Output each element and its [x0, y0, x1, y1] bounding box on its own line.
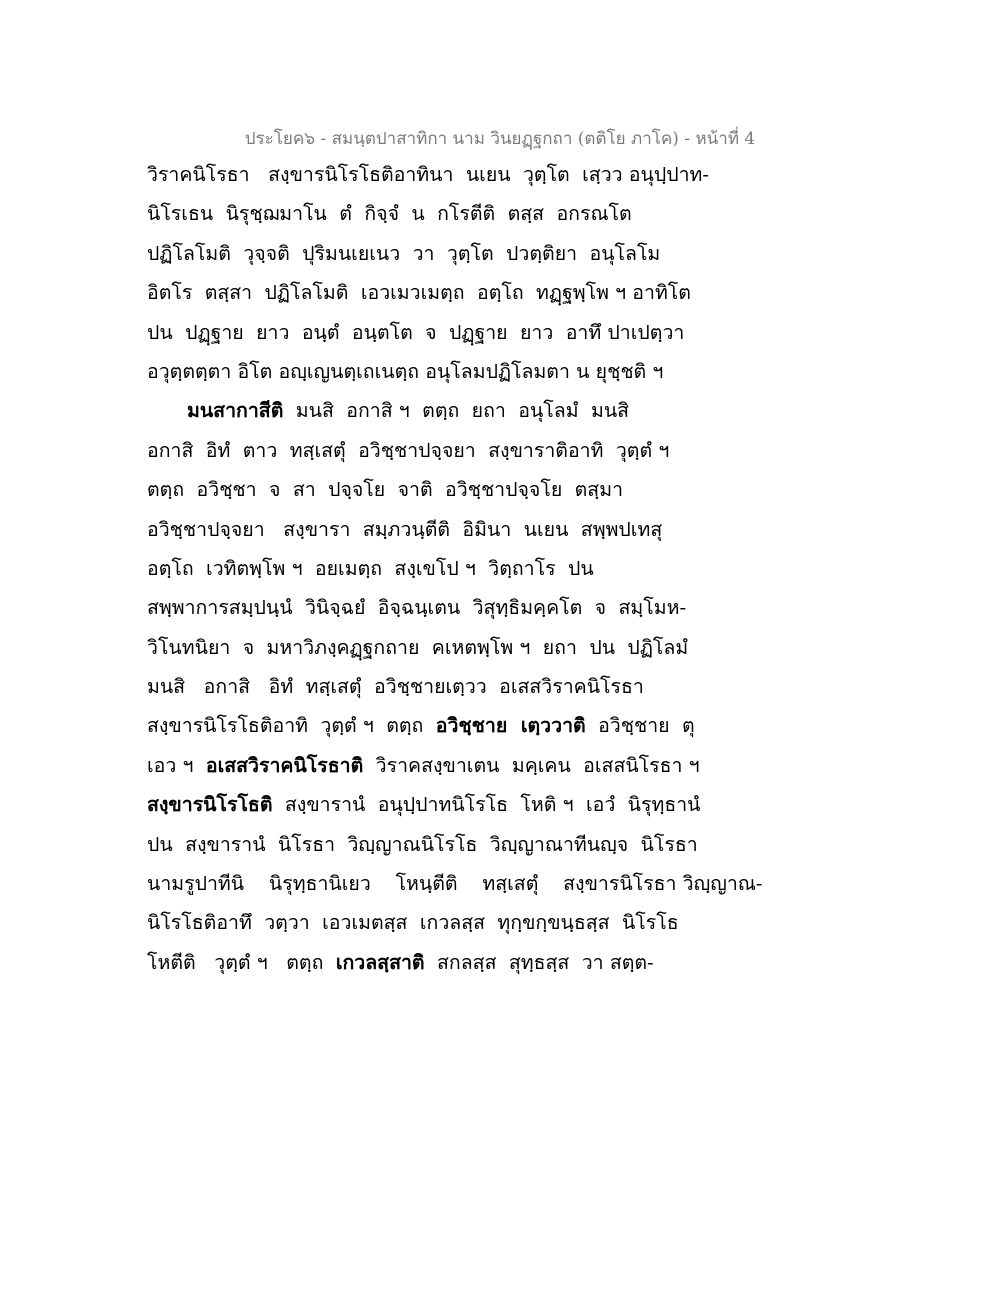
- text-segment: มนสิ อกาสิ ฯ ตตฺถ ยถา อนุโลมํ มนสิ: [283, 399, 630, 423]
- text-line: [147, 431, 867, 470]
- text-line: [147, 391, 867, 430]
- text-line: [147, 667, 867, 706]
- text-segment: นิโรโธติอาทึ วตฺวา เอวเมตสฺส เกวลสฺส ทุกฺขกฺขนฺธสฺส นิโรโธ: [147, 911, 679, 935]
- text-segment: อกาสิ อิทํ ตาว ทสฺเสตุํ อวิชฺชาปจฺจยา สงฺขาราติอาทิ วุตฺตํ ฯ: [147, 438, 670, 462]
- text-line: [147, 943, 867, 982]
- text-line: [147, 155, 867, 194]
- text-segment: สงฺขารานํ อนุปฺปาทนิโรโธ โหติ ฯ เอวํ นิรุทฺธานํ: [272, 793, 701, 817]
- text-segment: นิโรเธน นิรุชฺฌมาโน ตํ กิจฺจํ น กโรตีติ ตสฺส อกรณโต: [147, 202, 632, 226]
- text-segment: อิตโร ตสฺสา ปฏิโลโมติ เอวเมวเมตฺถ อตฺโถ ทฏฺฐพฺโพ ฯ อาทิโต: [147, 281, 691, 305]
- text-line: [147, 785, 867, 824]
- text-line: [147, 352, 867, 391]
- text-line: [147, 706, 867, 745]
- page-header: ประโยค๖ - สมนฺตปาสาทิกา นาม วินยฏฺฐกถา (ตติโย ภาโค) - หน้าที่ 4: [244, 129, 756, 149]
- body-text: [147, 155, 867, 982]
- text-segment: อวิชฺชาย ตุ: [585, 714, 695, 738]
- text-line: [147, 470, 867, 509]
- bold-term: อวิชฺชาย เตฺววาติ: [435, 714, 586, 738]
- text-segment: มนสิ อกาสิ อิทํ ทสฺเสตุํ อวิชฺชายเตฺวว อเสสวิราคนิโรธา: [147, 675, 644, 699]
- bold-term: อเสสวิราคนิโรธาติ: [205, 753, 364, 777]
- bold-term: มนสากาสีติ: [187, 399, 284, 423]
- text-segment: สงฺขารนิโรโธติอาทิ วุตฺตํ ฯ ตตฺถ: [147, 714, 436, 738]
- bold-term: เกวลสฺสาติ: [335, 950, 425, 974]
- text-segment: อวุตฺตตฺตา อิโต อญฺเญนตฺเถเนตฺถ อนุโลมปฏิโลมตา น ยุชฺชติ ฯ: [147, 359, 664, 383]
- text-segment: โหตีติ วุตฺตํ ฯ ตตฺถ: [147, 950, 336, 974]
- text-line: [147, 273, 867, 312]
- text-segment: ตตฺถ อวิชฺชา จ สา ปจฺจโย จาติ อวิชฺชาปจฺจโย ตสฺมา: [147, 478, 624, 502]
- text-segment: ปน ปฏฺฐาย ยาว อนฺตํ อนฺตโต จ ปฏฺฐาย ยาว อาทึ ปาเปตฺวา: [147, 320, 685, 344]
- text-segment: สพฺพาการสมฺปนฺนํ วินิจฺฉยํ อิจฺฉนฺเตน วิสุทฺธิมคฺคโต จ สมฺโมห-: [147, 596, 687, 620]
- text-line: [147, 549, 867, 588]
- text-line: [147, 864, 867, 903]
- text-segment: อวิชฺชาปจฺจยา สงฺขารา สมฺภวนฺตีติ อิมินา นเยน สพฺพปเทสุ: [147, 517, 663, 541]
- text-segment: เอว ฯ: [147, 753, 206, 777]
- text-segment: นามรูปาทีนิ นิรุทฺธานิเยว โหนฺตีติ ทสฺเสตุํ สงฺขารนิโรธา วิญฺญาณ-: [147, 872, 763, 896]
- text-line: [147, 588, 867, 627]
- text-line: [147, 510, 867, 549]
- text-segment: วิราคนิโรธา สงฺขารนิโรโธติอาทินา นเยน วุตฺโต เสฺวว อนุปฺปาท-: [147, 163, 709, 186]
- text-segment: วิโนทนิยา จ มหาวิภงฺคฏฺฐกถาย คเหตพฺโพ ฯ ยถา ปน ปฏิโลมํ: [147, 635, 689, 659]
- text-segment: สกลสฺส สุทฺธสฺส วา สตฺต-: [424, 950, 654, 974]
- text-line: [147, 903, 867, 942]
- text-segment: อตฺโถ เวทิตพฺโพ ฯ อยเมตฺถ สงฺเขโป ฯ วิตฺถาโร ปน: [147, 556, 594, 580]
- text-line: [147, 628, 867, 667]
- text-line: [147, 825, 867, 864]
- text-line: [147, 746, 867, 785]
- text-line: [147, 194, 867, 233]
- bold-term: สงฺขารนิโรโธติ: [147, 793, 273, 817]
- text-line: [147, 313, 867, 352]
- text-line: [147, 234, 867, 273]
- text-segment: วิราคสงฺขาเตน มคฺเคน อเสสนิโรธา ฯ: [363, 753, 700, 777]
- text-segment: ปน สงฺขารานํ นิโรธา วิญฺญาณนิโรโธ วิญฺญาณาทีนญฺจ นิโรธา: [147, 832, 698, 856]
- text-segment: ปฏิโลโมติ วุจฺจติ ปุริมนเยเนว วา วุตฺโต ปวตฺติยา อนุโลโม: [147, 241, 661, 265]
